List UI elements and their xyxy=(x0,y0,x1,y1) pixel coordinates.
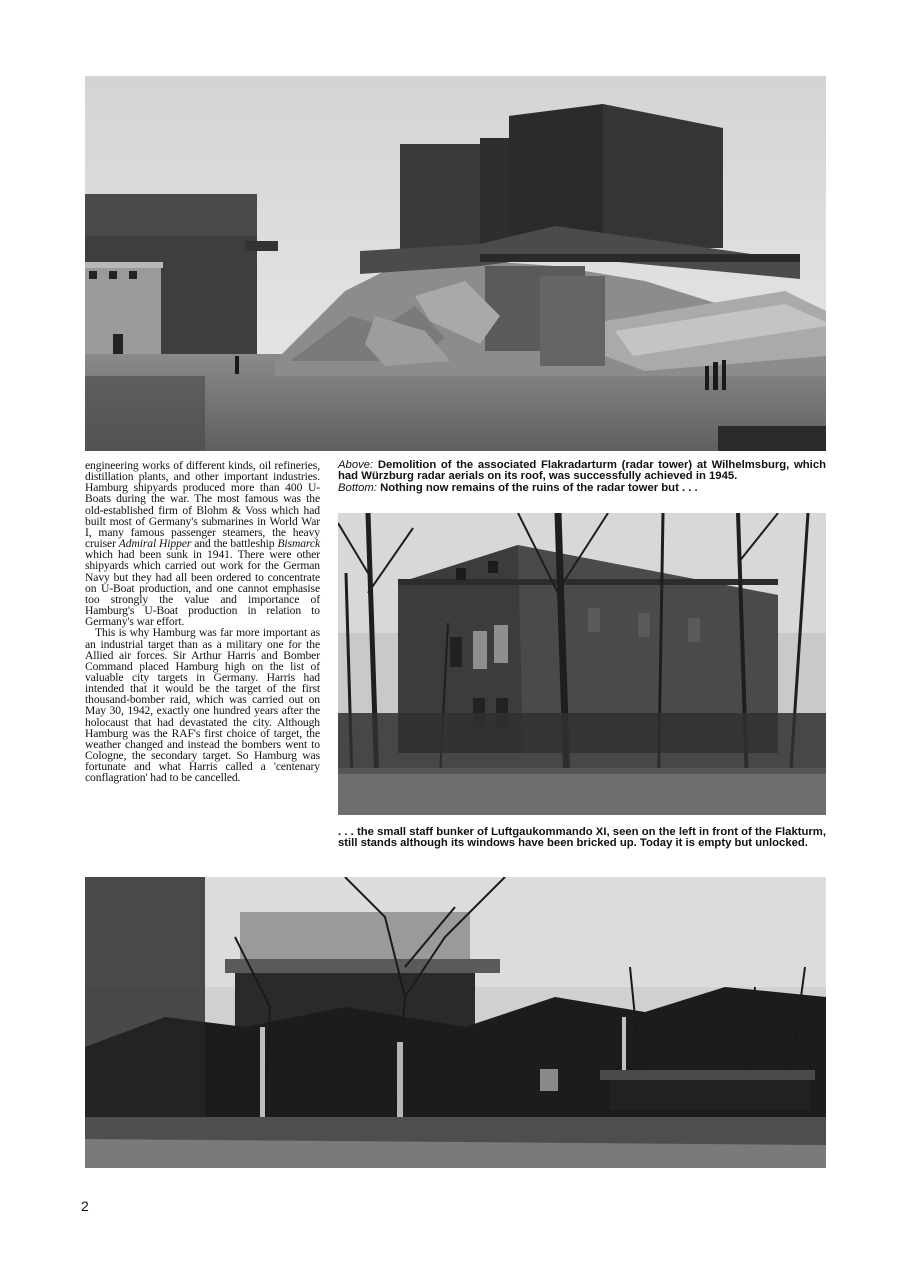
caption-radar-tower xyxy=(338,460,826,494)
ship-name-admiral-hipper: Admiral Hipper xyxy=(118,537,192,551)
photo-staff-bunker xyxy=(338,513,826,815)
caption-above-label: Above: xyxy=(338,459,374,471)
body-paragraph-2: This is why Hamburg was far more important as an industrial target than as a military one for the Allied air forces. Sir Arthur Harris and Bomber Command placed Hamburg high on the list of valuable city targets in Germany. Harris had intended that it would be the target of the first thousand-bomber raid, which was carried out on May 30, 1942, exactly one hundred years after the holocaust that had devastated the city. Although Hamburg was the RAF's first choice of target, the weather changed and instead the bombers went to Cologne, the secondary target. So Hamburg was fortunate and what Harris called a 'centenary conflagration' had to be cancelled. xyxy=(85,626,320,785)
article-body xyxy=(85,460,320,784)
photo-radar-tower-demolition xyxy=(85,76,826,451)
caption-bottom-label: Bottom: xyxy=(338,481,377,494)
body-paragraph-1: engineering works of different kinds, oil refineries, distillation plants, and other important industries. Hamburg shipyards produced more than 400 U-Boats during the war. The most famous was the old-established firm of Blohm & Voss which had built most of Germany's submarines in World War I, many famous passenger steamers, the heavy cruiser Admiral Hipper and the battleship Bismarck which had been sunk in 1941. There were other shipyards which carried out work for the German Navy but they had all been ordered to concentrate on U-Boat production, and one cannot emphasise too strongly the value and importance of Hamburg's U-Boat production in relation to Germany's war effort. xyxy=(85,459,320,629)
photo-flakturm-trees xyxy=(85,877,826,1168)
caption-staff-bunker: . . . the small staff bunker of Luftgaukommando XI, seen on the left in front of the Flakturm, still stands although its windows have been bricked up. Today it is empty but unlocked. xyxy=(338,826,826,850)
ship-name-bismarck: Bismarck xyxy=(277,537,320,551)
caption-bottom-text: Nothing now remains of the ruins of the radar tower but . . . xyxy=(376,481,698,494)
page-number: 2 xyxy=(81,1198,89,1214)
caption-above-text: Demolition of the associated Flakradarturm (radar tower) at Wilhelmsburg, which had Würzburg radar aerials on its roof, was successfully achieved in 1945. xyxy=(338,459,826,483)
